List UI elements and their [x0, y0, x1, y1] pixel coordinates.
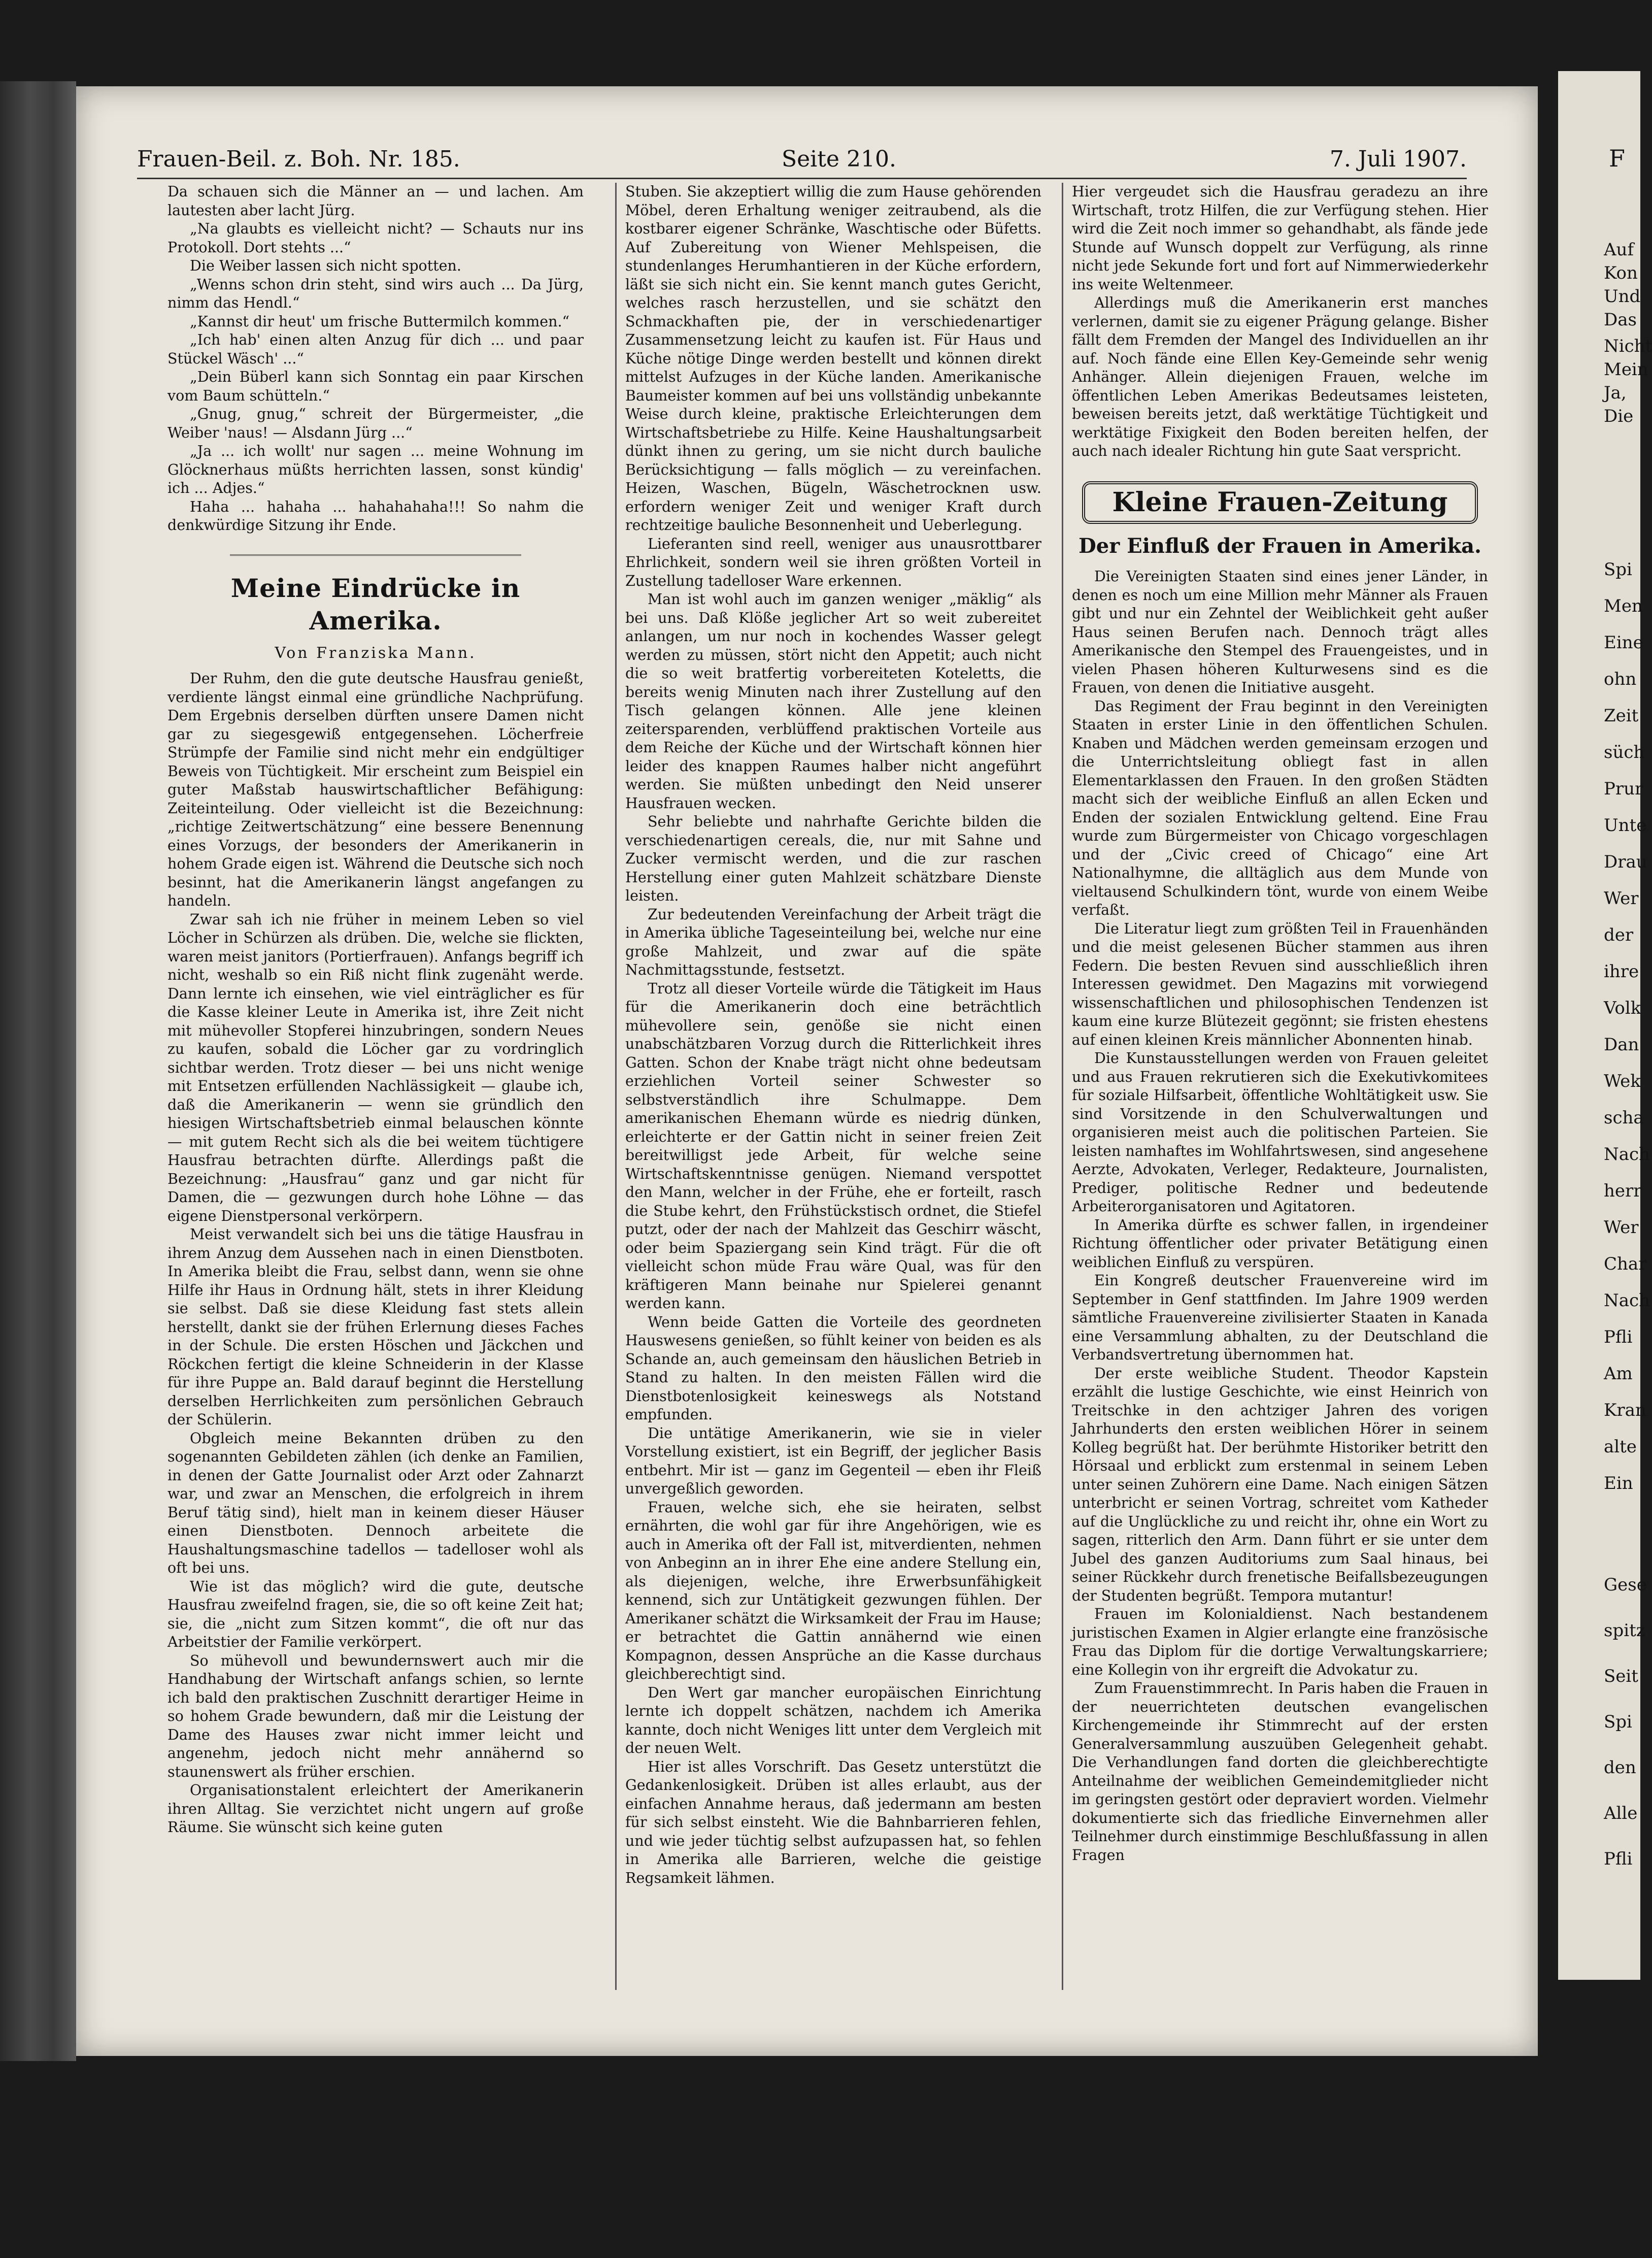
adjacent-page-text-fragment: Auf [1604, 240, 1634, 260]
column-3 [1072, 183, 1488, 1990]
adjacent-page-text-fragment: Nach [1604, 1290, 1650, 1311]
story-ending [167, 183, 584, 535]
adjacent-page-text-fragment: Pfli [1604, 1327, 1633, 1347]
paragraph: Die untätige Amerikanerin, wie sie in vieler Vorstellung existiert, ist ein Begriff, der jeglicher Basis entbehrt. Mir ist — ganz im Gegenteil — eben ihr Fleiß unvergeßlich geworden. [625, 1424, 1041, 1497]
column-divider [1062, 183, 1063, 1990]
adjacent-page-text-fragment: ihre [1604, 961, 1639, 982]
adjacent-page-text-fragment: scha [1604, 1108, 1644, 1128]
adjacent-page-text-fragment: ohn [1604, 669, 1637, 689]
column-divider [615, 183, 617, 1990]
paragraph: Zum Frauenstimmrecht. In Paris haben die Frauen in der neuerrichteten deutschen evangelischen Kirchengemeinde ihr Stimmrecht auf der ersten Generalversammlung auszuüben Gelegenheit gehabt. Die Verhandlungen fand dorten die gleichberechtigte Anteilnahme der weiblichen Gemeindemitglieder nicht im geringsten gestört oder depraviert worden. Vielmehr dokumentierte sich das friedliche Einvernehmen aller Teilnehmer durch einstimmige Beschlußfassung in allen Fragen [1072, 1680, 1488, 1864]
adjacent-page-text-fragment: alte [1604, 1437, 1637, 1457]
adjacent-page-text-fragment: Kran [1604, 1400, 1646, 1420]
dialogue-line: Haha ... hahaha ... hahahahaha!!! So nahm die denkwürdige Sitzung ihr Ende. [167, 498, 584, 534]
paragraph: Frauen im Kolonialdienst. Nach bestandenem juristischen Examen in Algier erlangte eine französische Frau das Diplom für die dortige Verwaltungskarriere; eine Kollegin von ihr ergreift die Advokatur zu. [1072, 1606, 1488, 1678]
dialogue-line: „Na glaubts es vielleicht nicht? — Schauts nur ins Protokoll. Dort stehts ...“ [167, 220, 584, 256]
page-header [137, 142, 1467, 179]
header-date: 7. Juli 1907. [1329, 146, 1467, 172]
adjacent-page-text-fragment: Und [1604, 286, 1641, 307]
paragraph: Hier vergeudet sich die Hausfrau geradezu an ihre Wirtschaft, trotz Hilfen, die zur Verfügung stehen. Hier wird die Zeit noch immer so gehandhabt, als fände jede Stunde auf Wunsch doppelt zur Verfügung, als rinne nicht jede Sekunde fort und fort auf Nimmerwiederkehr ins weite Weltenmeer. [1072, 183, 1488, 293]
paragraph: Frauen, welche sich, ehe sie heiraten, selbst ernährten, die wohl gar für ihre Angehörigen, wie es auch in Amerika oft der Fall ist, mitverdienten, nehmen von Anbeginn an in ihrer Ehe eine andere Stellung ein, als diejenigen, welche, ihre Erwerbsunfähigkeit kennend, sich zur Untätigkeit gezwungen fühlen. Der Amerikaner schätzt die Wirksamkeit der Frau im Hause; er betrachtet die Gattin annähernd wie einen Kompagnon, dessen Ansprüche an die Kasse durchaus gleichberechtigt sind. [625, 1499, 1041, 1682]
paragraph: Das Regiment der Frau beginnt in den Vereinigten Staaten in erster Linie in den öffentlichen Schulen. Knaben und Mädchen werden gemeinsam erzogen und die Unterrichtsleitung obliegt fast in allen Elementarklassen den Frauen. In den großen Städten macht sich der weibliche Einfluß an allen Ecken und Enden der sozialen Entwicklung geltend. Eine Frau wurde zum Bürgermeister von Chicago vorgeschlagen und der „Civic creed of Chicago“ eine Art Nationalhymne, die alltäglich aus dem Munde von vieltausend Schulkindern tönt, wurde von einem Weibe verfaßt. [1072, 698, 1488, 918]
dialogue-line: Da schauen sich die Männer an — und lachen. Am lautesten aber lacht Jürg. [167, 183, 584, 219]
news-items [1072, 568, 1488, 1865]
dialogue-line: Die Weiber lassen sich nicht spotten. [190, 257, 461, 274]
book-binding-edge [0, 81, 76, 2061]
adjacent-page-text-fragment: Unte [1604, 815, 1647, 836]
adjacent-page-text-fragment: F [1609, 145, 1625, 172]
adjacent-page-text-fragment: Char [1604, 1254, 1647, 1274]
adjacent-page-text-fragment: Seit [1604, 1666, 1638, 1686]
paragraph: Der erste weibliche Student. Theodor Kapstein erzählt die lustige Geschichte, wie einst Heinrich von Treitschke in den achtziger Jahren des vorigen Jahrhunderts den ersten weiblichen Hörer in seinem Kolleg begrüßt hat. Der berühmte Historiker betritt den Hörsaal und erblickt zum erstenmal in seinem Leben unter seinen Zuhörern eine Dame. Nach einigen Sätzen unterbricht er seinen Vortrag, schreitet vom Katheder auf die Unglückliche zu und reicht ihr, ohne ein Wort zu sagen, ritterlich den Arm. Dann führt er sie unter dem Jubel des ganzen Auditoriums zum Saal hinaus, bei seiner Rückkehr durch frenetische Beifallsbezeugungen der Studenten begrüßt. Tempora mutantur! [1072, 1365, 1488, 1604]
paragraph: Zwar sah ich nie früher in meinem Leben so viel Löcher in Schürzen als drüben. Die, welche sie flickten, waren meist janitors (Portierfrauen). Anfangs begriff ich nicht, weshalb so ein Riß nicht flink zugenäht werde. Dann lernte ich einsehen, wie viel einträglicher es für die Kasse kleiner Leute in Amerika ist, ihre Zeit nicht mit mühevoller Stopferei hinzubringen, sondern Neues zu kaufen, sobald die Löcher gar zu vordringlich sichtbar werden. Trotz dieser — bei uns nicht wenige mit Entsetzen erfüllenden Nachlässigkeit — glaube ich, daß die Amerikanerin — wenn sie gründlich den hiesigen Wirtschaftsbetrieb einmal belauschen könnte — mit gutem Recht sich als die bei weitem tüchtigere Hausfrau betrachten dürfte. Allerdings paßt die Bezeichnung: „Hausfrau“ ganz und gar nicht für Damen, die — gezwungen durch hohe Löhne — das eigene Dienstpersonal verkörpern. [167, 911, 584, 1224]
paragraph: In Amerika dürfte es schwer fallen, in irgendeiner Richtung öffentlicher oder privater Betätigung einen weiblichen Einfluß zu verspüren. [1072, 1216, 1488, 1271]
paragraph: Den Wert gar mancher europäischen Einrichtung lernte ich doppelt schätzen, nachdem ich Amerika kannte, doch nicht Weniges litt unter dem Vergleich mit der neuen Welt. [625, 1684, 1041, 1756]
section-subtitle: Der Einfluß der Frauen in Amerika. [1078, 534, 1481, 558]
adjacent-page-text-fragment: Dan [1604, 1035, 1639, 1055]
paragraph: Zur bedeutenden Vereinfachung der Arbeit trägt die in Amerika übliche Tageseinteilung bei, welche nur eine große Mahlzeit, und zwar auf die späte Nachmittagsstunde, festsetzt. [625, 906, 1041, 978]
adjacent-page-text-fragment: herr [1604, 1181, 1642, 1201]
adjacent-page-text-fragment: süch [1604, 742, 1645, 762]
adjacent-page-text-fragment: Prur [1604, 779, 1643, 799]
adjacent-page-text-fragment: den [1604, 1757, 1636, 1778]
paragraph: Wie ist das möglich? wird die gute, deutsche Hausfrau zweifelnd fragen, sie, die so oft keine Zeit hat; sie, die „nicht zum Sitzen kommt“, die oft nur das Arbeitstier der Familie verkörpert. [167, 1578, 584, 1650]
paragraph: Trotz all dieser Vorteile würde die Tätigkeit im Haus für die Amerikanerin doch eine beträchtlich mühevollere sein, genöße sie nicht einen unabschätzbaren Vorzug durch die Ritterlichkeit ihres Gatten. Schon der Knabe trägt nicht ohne bedeutsam erziehlichen Vorteil seiner Schwester so selbstverständlich ihre Schulmappe. Dem amerikanischen Ehemann würde es niedrig dünken, erleichterte er der Gattin nicht in seiner freien Zeit bereitwilligst jede Arbeit, für welche seine Wirtschaftskenntnisse genügen. Niemand verspottet den Mann, welcher in der Frühe, ehe er forteilt, rasch die Stube kehrt, den Frühstückstisch ordnet, die Stiefel putzt, oder der nach der Mahlzeit das Geschirr wäscht, oder beim Spaziergang sein Kind trägt. Für die oft vielleicht schon müde Frau wäre Qual, was für den kräftigeren Mann beinahe nur Spielerei genannt werden kann. [625, 980, 1041, 1312]
dialogue-line: „Gnug, gnug,“ schreit der Bürgermeister, „die Weiber 'naus! — Alsdann Jürg ...“ [167, 406, 584, 441]
article-byline: Von Franziska Mann. [275, 644, 477, 662]
adjacent-page-text-fragment: Mein [1604, 359, 1648, 380]
separator-rule [230, 554, 521, 559]
adjacent-page-text-fragment: Pfli [1604, 1849, 1633, 1869]
adjacent-page-text-fragment: Das [1604, 310, 1637, 330]
adjacent-page-text-fragment: Wek [1604, 1071, 1641, 1091]
paragraph: Allerdings muß die Amerikanerin erst manches verlernen, damit sie zu eigener Prägung gelange. Bisher fällt dem Fremden der Mangel des Individuellen an ihr auf. Noch fände eine Ellen Key-Gemeinde sehr wenig Anhänger. Allein diejenigen Frauen, welche im öffentlichen Leben Amerikas Bedeutsames leisteten, beweisen bereits jetzt, daß werktätige Tüchtigkeit und werktätige Fixigkeit den Boden bereiten helfen, der auch nach idealer Richtung hin gute Saat verspricht. [1072, 294, 1488, 459]
adjacent-page-text-fragment: der [1604, 925, 1634, 945]
article-body-continued [625, 183, 1041, 1887]
paragraph: Sehr beliebte und nahrhafte Gerichte bilden die verschiedenartigen cereals, die, nur mit Sahne und Zucker vermischt werden, und die zur raschen Herstellung einer guten Mahlzeit schätzbare Dienste leisten. [625, 813, 1041, 904]
adjacent-page-text-fragment: Am [1604, 1364, 1633, 1384]
paragraph: Die Vereinigten Staaten sind eines jener Länder, in denen es noch um eine Million mehr Männer als Frauen gibt und nur ein Zehntel der Weiblichkeit geht außer Haus seinen Berufen nach. Dennoch trägt alles Amerikanische den Stempel des Frauengeistes, und in vielen Phasen höheren Kulturwesens sind es die Frauen, von denen die Initiative ausgeht. [1072, 568, 1488, 696]
adjacent-page-text-fragment: Drau [1604, 852, 1647, 872]
paragraph: Der Ruhm, den die gute deutsche Hausfrau genießt, verdiente längst einmal eine gründliche Nachprüfung. Dem Ergebnis derselben dürften unsere Damen nicht gar zu siegesgewiß entgegensehen. Löcherfreie Strümpfe der Familie sind nicht mehr ein endgültiger Beweis von Tüchtigkeit. Mir erscheint zum Beispiel ein guter Maßstab hauswirtschaftlicher Befähigung: Zeiteinteilung. Oder vielleicht ist die Bezeichnung: „richtige Zeitwertschätzung“ eine bessere Benennung eines Vorzugs, der besonders der Amerikanerin in hohem Grade eigen ist. Während die Deutsche sich noch besinnt, hat die Amerikanerin längst angefangen zu handeln. [167, 670, 584, 909]
paragraph: Die Kunstausstellungen werden von Frauen geleitet und aus Frauen rekrutieren sich die Exekutivkomitees für soziale Hilfsarbeit, öffentliche Wohltätigkeit usw. Sie sind Vorsitzende in den Schulverwaltungen und organisieren meist auch die politischen Parteien. Sie leisten namhaftes im Wohlfahrtswesen, sind angesehene Aerzte, Advokaten, Verleger, Redakteure, Journalisten, Prediger, politische Redner und bedeutende Arbeiterorganisatoren und Agitatoren. [1072, 1050, 1488, 1215]
dialogue-line: „Kannst dir heut' um frische Buttermilch kommen.“ [190, 313, 570, 330]
paragraph: Obgleich meine Bekannten drüben zu den sogenannten Gebildeten zählen (ich denke an Familien, in denen der Gatte Journalist oder Arzt oder Zahnarzt war, und zwar an Menschen, die erfolgreich in ihrem Beruf tätig sind), hielt man in keinem dieser Häuser einen Dienstboten. Dennoch arbeitete die Haushaltungsmaschine tadellos — tadelloser wohl als oft bei uns. [167, 1430, 584, 1576]
adjacent-page-text-fragment: Wer [1604, 888, 1639, 909]
header-publication: Frauen-Beil. z. Boh. Nr. 185. [137, 146, 460, 172]
dialogue-line: „Dein Büberl kann sich Sonntag ein paar Kirschen vom Baum schütteln.“ [167, 369, 584, 404]
paragraph: Hier ist alles Vorschrift. Das Gesetz unterstützt die Gedankenlosigkeit. Drüben ist alles erlaubt, aus der einfachen Annahme heraus, daß jedermann am besten für sich selbst einsteht. Wie die Bahnbarrieren fehlen, und wie jeder tüchtig selbst aufzupassen hat, so fehlen in Amerika alle Barrieren, welche die geistige Regsamkeit lähmen. [625, 1758, 1041, 1886]
article-body [167, 670, 584, 1837]
paragraph: Organisationstalent erleichtert der Amerikanerin ihren Alltag. Sie verzichtet nicht ungern auf große Räume. Sie wünscht sich keine guten [167, 1782, 584, 1836]
dialogue-line: „Ja ... ich wollt' nur sagen ... meine Wohnung im Glöcknerhaus müßts herrichten lassen, sonst kündig' ich ... Adjes.“ [167, 443, 584, 496]
adjacent-page-text-fragment: Kon [1604, 263, 1638, 283]
adjacent-page-text-fragment: Eine [1604, 633, 1643, 653]
adjacent-page-text-fragment: Nach [1604, 1144, 1650, 1165]
adjacent-page-text-fragment: Gese [1604, 1575, 1647, 1595]
paragraph: Stuben. Sie akzeptiert willig die zum Hause gehörenden Möbel, deren Erhaltung weniger zeitraubend, als die kostbarer eigener Schränke, Waschtische oder Büfetts. Auf Zubereitung von Wiener Mehlspeisen, die stundenlanges Herumhantieren in der Küche erfordern, läßt sie sich nicht ein. Sie kennt manch gutes Gericht, welches rasch herzustellen, und sie schätzt den Schmackhaften pie, der in verschiedenartiger Zusammensetzung leicht zu kaufen ist. Für Haus und Küche nötige Dinge werden bestellt und können direkt mittelst Aufzuges in der Küche landen. Amerikanische Baumeister kommen auf bei uns vollständig unbekannte Weise durch kleine, praktische Erleichterungen dem Wirtschaftsbetriebe zu Hilfe. Keine Haushaltungsarbeit dünkt ihnen zu gering, um sie nicht durch bauliche Berücksichtigung — falls möglich — zu vereinfachen. Heizen, Waschen, Bügeln, Wäschetrocknen usw. erfordern weniger Zeit und weniger Kraft durch rechtzeitige bauliche Besonnenheit und Ueberlegung. [625, 183, 1041, 534]
paragraph: Man ist wohl auch im ganzen weniger „mäklig“ als bei uns. Daß Klöße jeglicher Art so weit zubereitet anlangen, um nur noch in kochendes Wasser gelegt werden zu müssen, stört nicht den Appetit; auch nicht die so weit bratfertig vorbereiteten Koteletts, die bereits wenig Minuten nach ihrer Zustellung auf den Tisch gelangen können. Alle jene kleinen zeitersparenden, verblüffend praktischen Vorteile aus dem Reiche der Küche und der Wirtschaft können hier leider des knappen Raumes halber nicht angeführt werden. Sie müßten unbedingt den Neid unserer Hausfrauen wecken. [625, 591, 1041, 812]
adjacent-page-text-fragment: Alle [1604, 1803, 1638, 1823]
adjacent-page-text-fragment: Zeit [1604, 706, 1639, 726]
paragraph: So mühevoll und bewundernswert auch mir die Handhabung der Wirtschaft anfangs schien, so lernte ich bald den praktischen Zuschnitt derartiger Heime in so hohem Grade bewundern, daß mir die Leistung der Dame des Hauses zwar nicht immer leicht und angenehm, jedoch nicht mehr annähernd so staunenswert als früher erschien. [167, 1652, 584, 1780]
adjacent-page-text-fragment: Wer [1604, 1217, 1639, 1238]
dialogue-line: „Wenns schon drin steht, sind wirs auch ... Da Jürg, nimm das Hendl.“ [167, 276, 584, 311]
adjacent-page-text-fragment: spitz [1604, 1620, 1645, 1641]
paragraph: Lieferanten sind reell, weniger aus unausrottbarer Ehrlichkeit, sondern weil sie ihren größten Vorteil in Zustellung tadelloser Ware erkennen. [625, 535, 1041, 589]
adjacent-page-text-fragment: Spi [1604, 1712, 1632, 1732]
paragraph: Ein Kongreß deutscher Frauenvereine wird im September in Genf stattfinden. Im Jahre 1909 werden sämtliche Frauenvereine zivilisierter Staaten in Kanada eine Versammlung abhalten, zu der Deutschland die Verbandsvertretung übernommen hat. [1072, 1272, 1488, 1363]
section-title-box: Kleine Frauen-Zeitung [1082, 481, 1478, 524]
article-title: Meine Eindrücke in Amerika. [230, 573, 521, 636]
adjacent-page-fragment [1558, 71, 1652, 1980]
column-2 [625, 183, 1041, 1990]
adjacent-page-text-fragment: Ein [1604, 1473, 1633, 1493]
adjacent-page-text-fragment: Die [1604, 406, 1634, 426]
paragraph: Meist verwandelt sich bei uns die tätige Hausfrau in ihrem Anzug dem Aussehen nach in einen Dienstboten. In Amerika bleibt die Frau, selbst dann, wenn sie ohne Hilfe ihr Haus in Ordnung hält, stets in ihrer Kleidung sie selbst. Daß sie diese Kleidung fast stets allein herstellt, dankt sie der frühen Erlernung dieses Faches in der Schule. Die ersten Höschen und Jäckchen und Röckchen fertigt die kleine Schneiderin in der Klasse für ihre Puppe an. Bald darauf beginnt die Herstellung derselben Herrlichkeiten zum persönlichen Gebrauch der Schülerin. [167, 1226, 584, 1428]
adjacent-page-text-fragment: Ja, [1604, 383, 1627, 403]
column-1 [167, 183, 584, 1990]
adjacent-page-text-fragment: Volk [1604, 998, 1641, 1018]
adjacent-page-text-fragment: Men [1604, 596, 1643, 616]
adjacent-page-text-fragment: Nicht [1604, 336, 1652, 356]
paragraph: Die Literatur liegt zum größten Teil in Frauenhänden und die meist gelesenen Bücher stammen aus ihren Federn. Die besten Revuen sind ausschließlich ihren Interessen gewidmet. Den Magazins mit vorwiegend wissenschaftlichen und philosophischen Tendenzen ist kaum eine kurze Blütezeit gegönnt; sie fristen ehestens auf einen kleinen Kreis männlicher Abonnenten hinab. [1072, 920, 1488, 1048]
dialogue-line: „Ich hab' einen alten Anzug für dich ... und paar Stückel Wäsch' ...“ [167, 331, 584, 367]
adjacent-page-text-fragment: Spi [1604, 559, 1632, 580]
paragraph: Wenn beide Gatten die Vorteile des geordneten Hauswesens genießen, so fühlt keiner von beiden es als Schande an, auch gemeinsam den häuslichen Betrieb in Stand zu halten. In den meisten Fällen wird die Dienstbotenlosigkeit keineswegs als Notstand empfunden. [625, 1313, 1041, 1423]
header-page-number: Seite 210. [782, 146, 896, 172]
article-conclusion [1072, 183, 1488, 461]
